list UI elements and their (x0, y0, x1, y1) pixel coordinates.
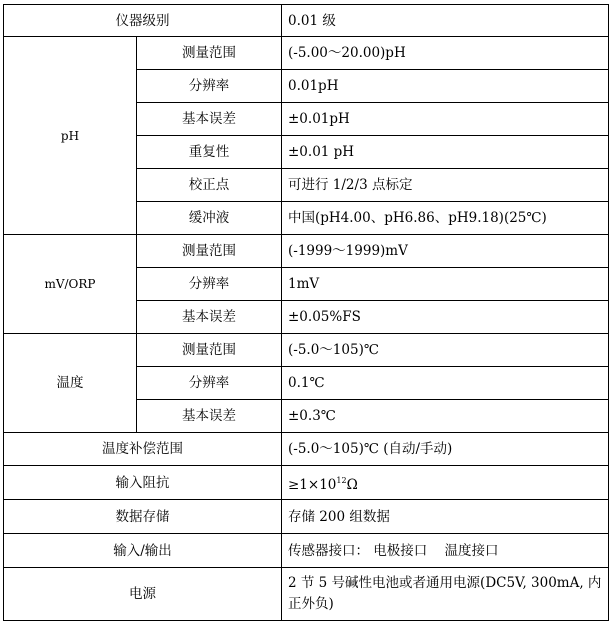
power-value: 2 节 5 号碱性电池或者通用电源(DC5V, 300mA, 内正外负) (282, 568, 609, 621)
mv-group-label: mV/ORP (4, 235, 137, 334)
storage-label: 数据存储 (4, 500, 282, 534)
ph-param: 重复性 (137, 136, 282, 169)
temp-param: 基本误差 (137, 400, 282, 433)
temp-param: 测量范围 (137, 334, 282, 367)
power-label: 电源 (4, 568, 282, 621)
temp-value: 0.1℃ (282, 367, 609, 400)
impedance-unit: Ω (346, 476, 358, 493)
temp-group-label: 温度 (4, 334, 137, 433)
temp-value: (-5.0～105)℃ (282, 334, 609, 367)
table-row (4, 235, 609, 268)
table-row (4, 334, 609, 367)
impedance-value (282, 466, 609, 500)
mv-param: 分辨率 (137, 268, 282, 301)
temp-comp-label: 温度补偿范围 (4, 433, 282, 466)
table-row (4, 568, 609, 621)
level-value: 0.01 级 (282, 5, 609, 37)
table-row (4, 466, 609, 500)
ph-value: ±0.01pH (282, 103, 609, 136)
spec-table (3, 4, 609, 621)
table-row (4, 433, 609, 466)
ph-value: (-5.00～20.00)pH (282, 37, 609, 70)
ph-group-label: pH (4, 37, 137, 235)
ph-param: 分辨率 (137, 70, 282, 103)
ph-param: 缓冲液 (137, 202, 282, 235)
impedance-prefix: ≥1×10 (288, 476, 337, 493)
ph-value: 中国(pH4.00、pH6.86、pH9.18)(25℃) (282, 202, 609, 235)
impedance-label: 输入阻抗 (4, 466, 282, 500)
ph-param: 基本误差 (137, 103, 282, 136)
ph-param: 测量范围 (137, 37, 282, 70)
mv-param: 测量范围 (137, 235, 282, 268)
ph-value: 0.01pH (282, 70, 609, 103)
mv-value: 1mV (282, 268, 609, 301)
mv-value: ±0.05%FS (282, 301, 609, 334)
io-label: 输入/输出 (4, 534, 282, 568)
temp-comp-value: (-5.0～105)℃ (自动/手动) (282, 433, 609, 466)
temp-param: 分辨率 (137, 367, 282, 400)
ph-value: 可进行 1/2/3 点标定 (282, 169, 609, 202)
table-row (4, 5, 609, 37)
mv-value: (-1999～1999)mV (282, 235, 609, 268)
ph-param: 校正点 (137, 169, 282, 202)
table-row (4, 500, 609, 534)
level-label: 仪器级别 (4, 5, 282, 37)
temp-value: ±0.3℃ (282, 400, 609, 433)
mv-param: 基本误差 (137, 301, 282, 334)
impedance-exponent: 12 (336, 475, 347, 485)
ph-value: ±0.01 pH (282, 136, 609, 169)
table-row (4, 37, 609, 70)
io-value: 传感器接口： 电极接口 温度接口 (282, 534, 609, 568)
table-row (4, 534, 609, 568)
storage-value: 存储 200 组数据 (282, 500, 609, 534)
